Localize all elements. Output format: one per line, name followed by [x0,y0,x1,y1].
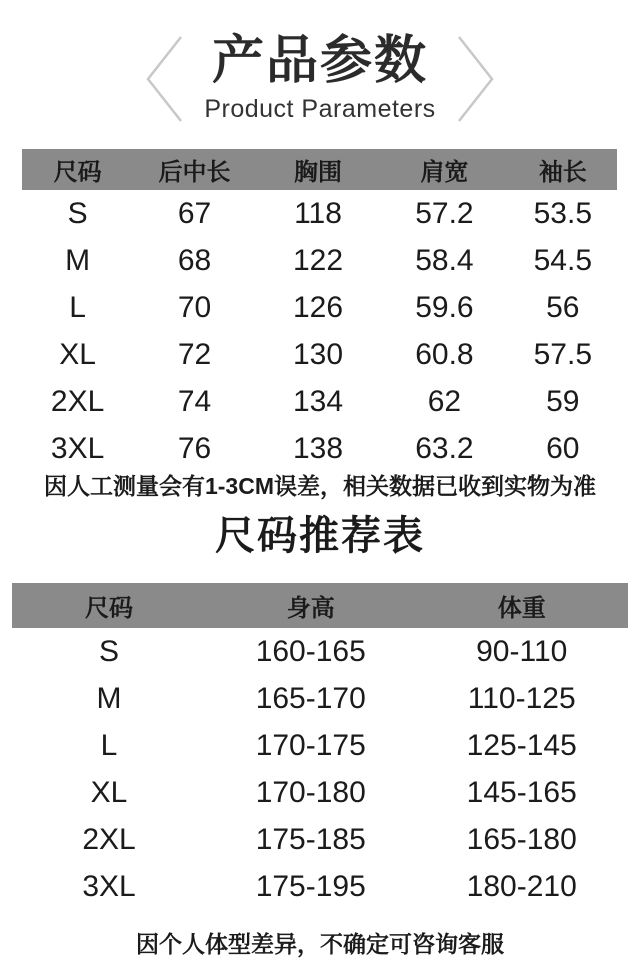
size-cell: L [69,290,86,324]
table-row [22,284,617,331]
value-cell: 60.8 [415,337,474,371]
value-cell: 110-125 [467,681,576,715]
value-cell: 68 [177,243,212,277]
table-row [22,425,617,472]
value-cell: 59 [546,384,580,418]
column-header-shoulder: 肩宽 [420,159,469,186]
value-cell: 138 [292,431,344,465]
size-cell: XL [59,337,96,371]
value-cell: 134 [292,384,344,418]
table-row [12,675,628,722]
value-cell: 59.6 [415,290,474,324]
value-cell: 57.5 [533,337,592,371]
size-recommendation-header [12,583,628,628]
table-row [12,722,628,769]
value-cell: 67 [177,196,212,230]
column-header-chest: 胸围 [293,159,342,186]
size-cell: L [100,728,118,762]
table-row [12,863,628,910]
measurement-table [22,149,617,472]
size-cell: 3XL [50,431,105,465]
value-cell: 118 [294,196,342,230]
column-header-height: 身高 [286,595,335,622]
hero-text [204,31,436,125]
table-row [22,331,617,378]
measurement-table-header [22,149,617,190]
value-cell: 62 [427,384,462,418]
table-row [22,378,617,425]
value-cell: 145-165 [466,775,577,809]
value-cell: 175-185 [255,822,366,856]
column-header-size: 尺码 [85,595,134,622]
value-cell: 130 [292,337,344,371]
size-cell: 3XL [82,869,136,903]
size-cell: 2XL [82,822,136,856]
value-cell: 72 [177,337,212,371]
value-cell: 57.2 [415,196,474,230]
measurement-note: 因人工测量会有1-3CM误差，相关数据已收到实物为准 [43,473,596,499]
page-subtitle: Product Parameters [204,95,436,124]
column-header-sleeve: 袖长 [538,159,587,186]
column-header-back-length: 后中长 [158,159,231,186]
chevron-left-icon [144,35,184,123]
size-recommendation-body [12,628,628,910]
size-cell: S [99,634,120,668]
value-cell: 70 [177,290,212,324]
table-row [12,769,628,816]
measurement-table-body [22,190,617,472]
size-cell: 2XL [50,384,105,418]
size-recommendation-title: 尺码推荐表 [215,514,425,558]
size-cell: XL [90,775,128,809]
value-cell: 60 [546,431,580,465]
value-cell: 175-195 [255,869,366,903]
size-recommendation-table [12,583,628,910]
table-row [22,237,617,284]
column-header-size: 尺码 [53,159,102,186]
chevron-right-icon [456,35,496,123]
size-cell: S [67,196,88,230]
value-cell: 180-210 [466,869,577,903]
value-cell: 165-180 [466,822,577,856]
recommendation-note: 因个人体型差异，不确定可咨询客服 [136,931,504,957]
hero-header [0,0,640,136]
value-cell: 54.5 [533,243,592,277]
value-cell: 165-170 [255,681,366,715]
value-cell: 58.4 [415,243,474,277]
size-cell: M [96,681,122,715]
table-row [22,190,617,237]
value-cell: 74 [177,384,212,418]
size-cell: M [65,243,91,277]
value-cell: 63.2 [415,431,474,465]
value-cell: 90-110 [476,634,568,668]
table-row [12,628,628,675]
value-cell: 126 [292,290,344,324]
value-cell: 170-175 [255,728,366,762]
value-cell: 122 [292,243,344,277]
value-cell: 170-180 [255,775,366,809]
value-cell: 56 [546,290,580,324]
value-cell: 53.5 [533,196,592,230]
page-title: 产品参数 [211,31,428,90]
value-cell: 160-165 [255,634,366,668]
value-cell: 125-145 [466,728,577,762]
column-header-weight: 体重 [497,595,546,622]
table-row [12,816,628,863]
value-cell: 76 [177,431,212,465]
